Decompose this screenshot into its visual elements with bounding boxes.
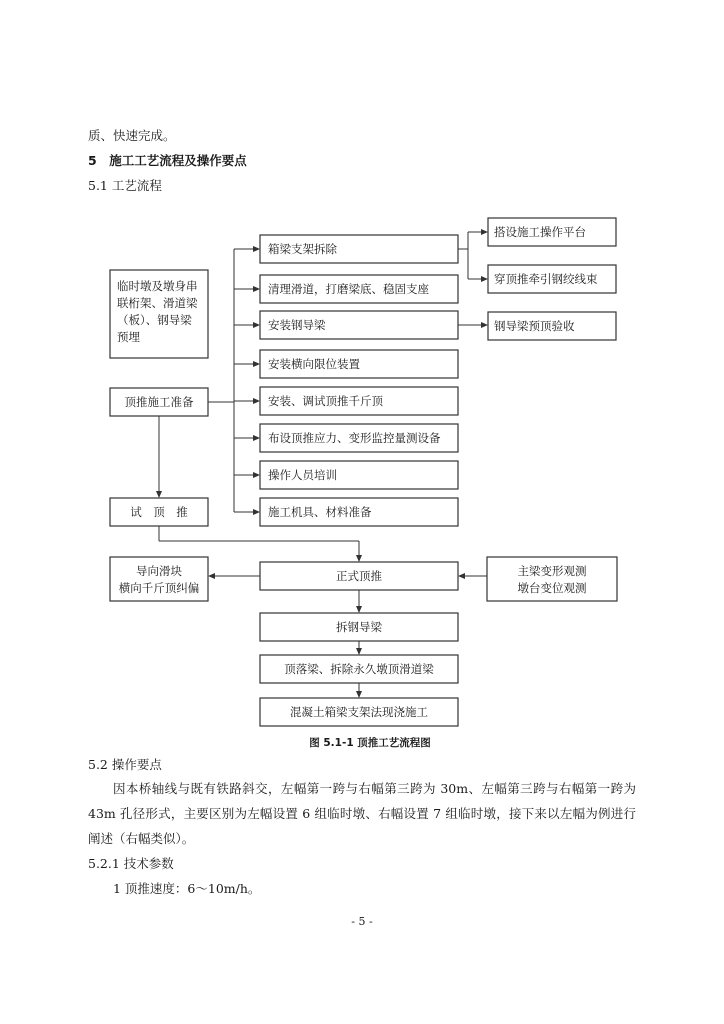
embedded-prep-line-1: 临时墩及墩身串 (117, 279, 198, 293)
trial-push-box (110, 498, 208, 526)
step-box-3 (260, 311, 458, 339)
platform-box (488, 218, 616, 246)
step-label-4: 安装横向限位装置 (268, 357, 360, 371)
subsection-5-2-heading: 5.2 操作要点 (88, 757, 162, 772)
step-label-1: 箱梁支架拆除 (268, 242, 337, 256)
step-box-4 (260, 350, 458, 378)
step-box-8 (260, 498, 458, 526)
step-label-5: 安装、调试顶推千斤顶 (268, 394, 383, 408)
acceptance-box (488, 312, 616, 340)
monitor-line-2: 墩台变位观测 (517, 581, 587, 595)
monitor-box (487, 557, 617, 601)
step-label-8: 施工机具、材料准备 (268, 505, 372, 519)
figure-caption: 图 5.1-1 顶推工艺流程图 (309, 737, 431, 749)
formal-push-box (260, 562, 458, 590)
step-label-7: 操作人员培训 (268, 468, 337, 482)
strand-label: 穿顶推牵引钢绞线束 (494, 272, 598, 286)
paragraph-5-2: 因本桥轴线与既有铁路斜交，左幅第一跨与右幅第三跨为 30m、左幅第三跨与右幅第一跨为 43m 孔径形式，主要区别为左幅设置 6 组临时墩、右幅设置 7 组临时墩，接下来以左幅为例进行阐述（右幅类似）。 (88, 781, 636, 846)
concrete-box (260, 698, 458, 726)
step-box-6 (260, 424, 458, 452)
step-box-2 (260, 275, 458, 303)
embedded-prep-line-3: （板）、钢导梁 (117, 313, 192, 327)
acceptance-label: 钢导梁预顶验收 (494, 319, 575, 333)
guide-line-1: 导向滑块 (136, 564, 182, 578)
intro-line: 质、快速完成。 (88, 128, 176, 143)
concrete-label: 混凝土箱梁支架法现浇施工 (290, 705, 428, 719)
step-label-3: 安装钢导梁 (268, 318, 326, 332)
page-number: - 5 - (351, 915, 373, 928)
section-5-heading: 5 施工工艺流程及操作要点 (88, 153, 247, 168)
formal-push-label: 正式顶推 (336, 569, 382, 583)
step-box-5 (260, 387, 458, 415)
step-box-7 (260, 461, 458, 489)
item-1-push-speed: 1 顶推速度：6～10m/h。 (113, 881, 261, 896)
drop-beam-label: 顶落梁、拆除永久墩顶滑道梁 (284, 662, 434, 676)
dismantle-box (260, 613, 458, 641)
strand-box (488, 265, 616, 293)
trial-push-label: 试 顶 推 (130, 505, 188, 519)
prep-box (110, 388, 208, 416)
monitor-line-1: 主梁变形观测 (517, 564, 587, 578)
drop-beam-box (260, 655, 458, 683)
prep-label: 顶推施工准备 (124, 395, 194, 409)
step-label-2: 清理滑道，打磨梁底、稳固支座 (268, 282, 429, 296)
guide-line-2: 横向千斤顶纠偏 (118, 581, 200, 595)
embedded-prep-line-2: 联桁架、滑道梁 (117, 296, 198, 310)
guide-box (110, 557, 208, 601)
subsection-5-1-heading: 5.1 工艺流程 (88, 178, 162, 193)
platform-label: 搭设施工操作平台 (494, 225, 586, 239)
dismantle-label: 拆钢导梁 (336, 620, 382, 634)
step-label-6: 布设顶推应力、变形监控量测设备 (268, 431, 441, 445)
subsection-5-2-1-heading: 5.2.1 技术参数 (88, 856, 174, 871)
embedded-prep-box (110, 270, 208, 358)
embedded-prep-line-4: 预埋 (117, 330, 140, 344)
step-box-1 (260, 235, 458, 263)
